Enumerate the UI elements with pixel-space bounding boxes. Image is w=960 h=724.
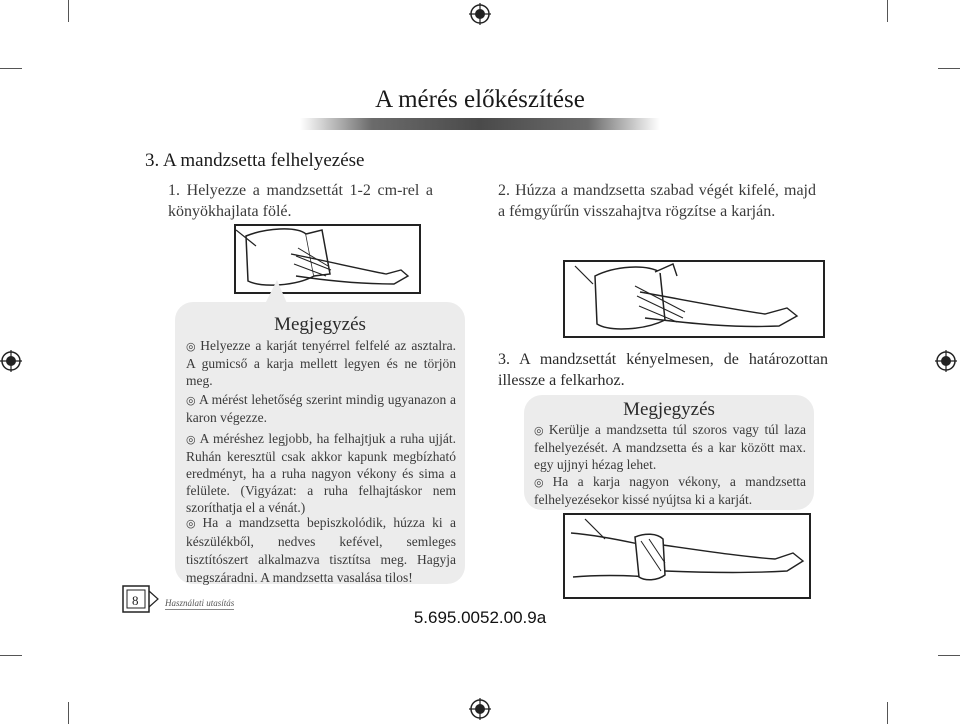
step-1-text: 1. Helyezze a mandzsettát 1-2 cm-rel a könyökhajlata fölé. [168,182,433,220]
registration-mark-icon [469,698,491,720]
note-title: Megjegyzés [623,399,715,420]
note-item-text: Ha a karja nagyon vékony, a mandzsetta felhelyezésekor kissé nyújtsa ki a karját. [534,474,806,507]
note-item [186,391,456,426]
step-2-text: 2. Húzza a mandzsetta szabad végét kifelé, majd a fémgyűrűn visszahajtva rögzítse a karján. [498,182,816,220]
crop-mark [68,0,69,22]
registration-mark-icon [935,350,957,372]
document-code: 5.695.0052.00.9a [413,608,547,627]
title-underline-bar [300,118,660,130]
bullet-icon: ◎ [186,340,198,353]
crop-mark [0,655,22,656]
note-item [186,514,456,587]
note-item [186,430,456,516]
crop-mark [938,655,960,656]
crop-mark [0,68,22,69]
note-item [534,421,806,473]
bullet-icon: ◎ [534,424,546,437]
note-item-text: A mérést lehetőség szerint mindig ugyanazon a karon végezze. [186,392,456,425]
note-item-text: Helyezze a karját tenyérrel felfelé az asztalra. A gumicső a karja mellett legyen és ne törjön meg. [186,338,456,388]
crop-mark [887,0,888,22]
cuff-tightening-illustration [563,260,825,338]
step-3-text: 3. A mandzsettát kényelmesen, de határozottan illessze a felkarhoz. [498,351,828,389]
crop-mark [68,702,69,724]
note-title: Megjegyzés [274,314,366,335]
footer-label: Használati utasítás [165,598,235,608]
note-item [534,473,806,508]
cuff-fit-illustration [563,513,811,599]
note-item [186,337,456,389]
bullet-icon: ◎ [534,476,550,489]
registration-mark-icon [469,3,491,25]
page-title: A mérés előkészítése [375,86,585,113]
bullet-icon: ◎ [186,433,197,446]
note-item-text: A méréshez legjobb, ha felhajtjuk a ruha ujját. Ruhán keresztül csak akkor kapunk megbízható eredményt, ha a ruha nagyon vékony és sima a felülete. (Vigyázat: a ruha felhajtáskor nem szoríthatja el a vénát.) [186,431,456,515]
page-number: 8 [132,593,139,608]
crop-mark [938,68,960,69]
bullet-icon: ◎ [186,517,200,530]
manual-book-icon [122,585,160,613]
crop-mark [887,702,888,724]
note-item-text: Ha a mandzsetta bepiszkolódik, húzza ki a készülékből, nedves kefével, semleges tisztítószert alkalmazva tisztítsa meg. Hagyja megszáradni. A mandzsetta vasalása tilos! [186,515,456,585]
section-heading: 3. A mandzsetta felhelyezése [145,150,365,171]
bullet-icon: ◎ [186,394,196,407]
note-item-text: Kerülje a mandzsetta túl szoros vagy túl laza felhelyezését. A mandzsetta és a kar között max. egy ujjnyi hézag lehet. [534,422,806,472]
registration-mark-icon [0,350,22,372]
